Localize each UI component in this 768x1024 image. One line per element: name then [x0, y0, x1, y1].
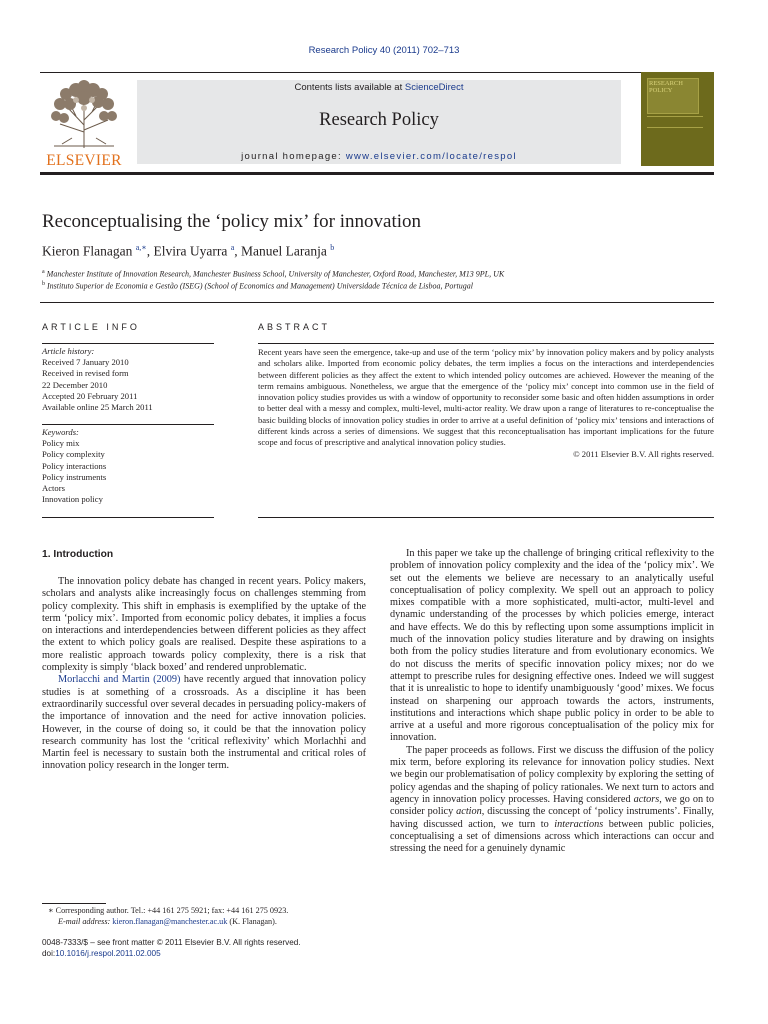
abstract-text: Recent years have seen the emergence, take-up and use of the term ‘policy mix’ by innovation policy makers and by policy analysts and scholars alike. Imported from economic policy debates, the term implies a focus on the interactions and interdependencies between different policies as they affect the extent to which intended policy outcomes are achieved. However the meaning of the term remains ambiguous. Nonetheless, we argue that the emergence of the ‘policy mix’ concept into common use in the field of innovation policy studies provides us with a window of opportunity to reconsider some basic and often hidden assumptions in order to better deal with a messy and complex, multi-level, multi-actor reality. We draw upon a range of literatures to re-conceptualise the basic building blocks of innovation policy studies in order to arrive at a useful definition of ‘policy mix’ tensions and interactions of different kinds across a series of dimensions. We suggest that this reconceptualisation has important implications for the future scope and focus of prescriptive and analytical innovation policy studies.	[258, 347, 714, 448]
emphasis: interactions	[554, 818, 604, 830]
keyword: Policy complexity	[42, 449, 105, 460]
homepage-line	[137, 151, 621, 162]
divider	[258, 343, 714, 344]
author-name: Kieron Flanagan	[42, 243, 133, 259]
affiliation-text: Instituto Superior de Economia e Gestão (ISEG) (School of Economics and Management) Universidade Técnica de Lisboa, Portugal	[47, 281, 473, 291]
emphasis: actors	[633, 793, 660, 805]
keywords	[42, 427, 214, 505]
body-column-left	[42, 576, 366, 773]
affiliation	[42, 281, 473, 291]
history-item: Accepted 20 February 2011	[42, 390, 138, 401]
paragraph-text: have recently argued that innovation policy studies is at something of a crossroads. As a discipline it has been extraordinarily successful over several decades in persuading policy-makers of the importance of innovation and the need for active innovation policies. However, in the course of doing so, it could be that the innovation policy research community has lost the ‘critical reflexivity’ which Morlachhi and Martin feel is necessary to sustain both the instrumental and critical roles of innovation policy research in the longer term.	[42, 674, 366, 772]
paragraph-text: , discussing the concept of ‘policy instruments’. Finally, having discussed action, we turn to	[390, 806, 714, 830]
homepage-prefix: journal homepage:	[241, 151, 346, 162]
affiliation	[42, 269, 504, 279]
copyright-notice: © 2011 Elsevier B.V. All rights reserved.	[573, 448, 714, 459]
history-label: Article history:	[42, 346, 95, 356]
email-link[interactable]: kieron.flanagan@manchester.ac.uk	[112, 916, 228, 926]
section-rule	[40, 302, 714, 303]
history-item: Available online 25 March 2011	[42, 402, 153, 413]
keyword: Policy mix	[42, 438, 80, 449]
abstract-heading: ABSTRACT	[258, 322, 331, 332]
footnote-email-line	[42, 917, 366, 928]
corresponding-author-footnote	[42, 906, 366, 927]
email-label: E-mail address:	[58, 916, 113, 926]
section-heading-introduction: 1. Introduction	[42, 549, 114, 560]
issn-line: 0048-7333/$ – see front matter © 2011 Elsevier B.V. All rights reserved.	[42, 938, 301, 947]
doi-link[interactable]: 10.1016/j.respol.2011.02.005	[55, 948, 161, 958]
sciencedirect-link[interactable]: ScienceDirect	[404, 82, 464, 93]
author-list: Kieron Flanagan $^{a,∗}$, Elvira Uyarra $^a$, Manuel Laranja $^b$	[42, 243, 335, 259]
doi-line	[42, 949, 366, 960]
journal-masthead	[40, 72, 714, 172]
elsevier-logo	[40, 80, 128, 170]
journal-cover-thumbnail[interactable]	[641, 72, 714, 166]
body-paragraph	[390, 745, 714, 856]
author-name: Elvira Uyarra	[153, 243, 228, 259]
contents-prefix: Contents lists available at	[294, 82, 405, 93]
keywords-label: Keywords:	[42, 427, 79, 437]
homepage-link[interactable]: www.elsevier.com/locate/respol	[345, 151, 517, 162]
affiliation-mark: b	[42, 281, 45, 287]
keyword: Innovation policy	[42, 494, 103, 505]
history-item: 22 December 2010	[42, 379, 108, 390]
author-affiliation-mark[interactable]: a,∗	[135, 243, 147, 252]
body-paragraph	[42, 674, 366, 772]
divider	[42, 517, 214, 518]
article-info-heading: ARTICLE INFO	[42, 322, 140, 332]
email-suffix: (K. Flanagan).	[227, 916, 277, 926]
body-column-right	[390, 548, 714, 855]
keyword: Actors	[42, 483, 65, 494]
front-matter-notice	[42, 938, 366, 959]
affiliation-text: Manchester Institute of Innovation Research, Manchester Business School, University of Manchester, Oxford Road, Manchester, M13 9PL, UK	[46, 269, 505, 279]
keyword: Policy instruments	[42, 471, 107, 482]
header-thick-rule	[40, 172, 714, 175]
cover-decoration	[647, 116, 703, 128]
contents-line	[137, 82, 621, 93]
elsevier-wordmark: ELSEVIER	[46, 152, 122, 169]
body-paragraph: In this paper we take up the challenge of bringing critical reflexivity to the problem of innovation policy complexity and the idea of the ‘policy mix’. We set out the elements we believe are necessary to an analytically useful conceptualisation of policy complexity. We spell out an approach to policy mixes compatible with a more sophisticated, multi-actor, multi-level and dynamic understanding of the processes by which policies emerge, interact and have effects. We do this by reflecting upon some assumptions implicit in much of the innovation policy studies literature and by drawing on insights both from the policy studies literature and from evolutionary economics. We do not discuss the merits of specific innovation policy mixes; nor do we attempt to prescribe rules for designing effective ones. Indeed we will suggest that it is unrealistic to hope to identify unambiguously ‘good’ mixes. We focus instead on sharpening our approach towards the actors, instruments, institutions and interactions which shape public policy in order to be able to arrive at a useful and more rigorous conceptualisation of the policy mix for innovation.	[390, 548, 714, 744]
divider	[42, 343, 214, 344]
paragraph-text: , we go on to consider policy	[390, 793, 714, 818]
footnote-rule	[42, 903, 106, 904]
author-name: Manuel Laranja	[241, 243, 327, 259]
paragraph-text: The paper proceeds as follows. First we discuss the diffusion of the policy mix term, before exploring its relevance for innovation policy studies. Next we begin our problematisation of policy complexity by exploring the setting of policy agendas and the shaping of policy rationales. We next turn to actors and agency in innovation policy processes. Having considered	[390, 744, 714, 805]
doi-prefix: doi:	[42, 948, 56, 958]
footnote-line: ∗ Corresponding author. Tel.: +44 161 275 5921; fax: +44 161 275 0923.	[48, 906, 289, 915]
paper-title: Reconceptualising the ‘policy mix’ for innovation	[42, 211, 422, 232]
author-affiliation-mark[interactable]: b	[330, 243, 335, 252]
divider	[258, 517, 714, 518]
elsevier-tree-icon	[46, 80, 122, 150]
history-item: Received 7 January 2010	[42, 357, 129, 368]
emphasis: action	[456, 806, 482, 818]
divider	[42, 424, 214, 425]
journal-name: Research Policy	[319, 110, 439, 130]
journal-banner	[137, 80, 621, 164]
journal-citation[interactable]: Research Policy 40 (2011) 702–713	[308, 45, 460, 56]
history-item: Received in revised form	[42, 368, 129, 379]
keyword: Policy interactions	[42, 460, 107, 471]
body-paragraph: The innovation policy debate has changed in recent years. Policy makers, scholars and analysts alike increasingly focus on challenges stemming from policy complexity. This shift in emphasis is exemplified by the uptake of the term ‘policy mix’. Imported from economic policy debates, it implies a focus on interactions and interdependencies between different policies as they affect the extent to which policy goals are realised. Despite these aspirations to a more realistic approach towards policy complexity, there is a risk that complexity is simply ‘black boxed’ and rendered unproblematic.	[42, 576, 366, 674]
paragraph-text: between public policies, conceptualising a set of dimensions across which interactions can occur and stressing the need for a genuinely dynamic	[390, 818, 714, 855]
abstract-body	[258, 347, 714, 460]
cover-title: RESEARCH POLICY	[649, 80, 683, 94]
citation-link[interactable]: Morlacchi and Martin (2009)	[58, 674, 181, 686]
article-history	[42, 346, 214, 413]
author-affiliation-mark[interactable]: a	[230, 243, 235, 252]
affiliation-mark: a	[42, 269, 45, 275]
